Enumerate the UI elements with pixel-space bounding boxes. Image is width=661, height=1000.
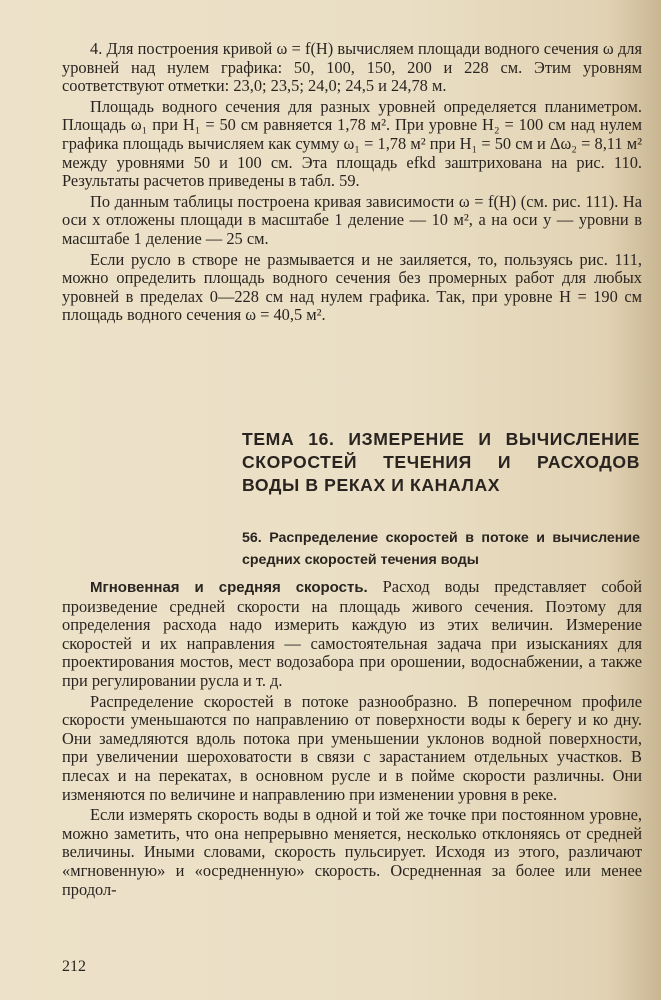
paragraph: Распределение скоростей в потоке разнообразно. В поперечном профиле скорости уменьшаются по направлению от поверхности воды к берегу и ко дну. Они замедляются вдоль потока при уменьшении уклонов водной поверхности, при увеличении шероховатости в связи с зарастанием отдельных участков. В плесах и на перекатах, в основном русле и в пойме скорости различны. Они изменяются по величине и направлению при изменении уровня в реке. xyxy=(62,691,642,804)
section-title: 56. Распределение скоростей в потоке и вычисление средних скоростей течения воды xyxy=(242,530,640,568)
bottom-text-block xyxy=(62,578,642,899)
page-number: 212 xyxy=(62,958,86,975)
paragraph-text: Расход воды представляет собой произведение средней скорости на площадь живого сечения. Поэтому для определения расхода надо измерить каждую из этих величин. Измерение скоростей и их направления — самостоятельная задача при изысканиях для проектирования мостов, мест водозабора при орошении, водоснабжении, а также при регулировании русла и т. д. xyxy=(62,577,642,690)
paragraph: По данным таблицы построена кривая зависимости ω = f(H) (см. рис. 111). На оси x отложены площади в масштабе 1 деление — 10 м², а на оси y — уровни в масштабе 1 деление — 25 см. xyxy=(62,191,642,248)
top-text-block xyxy=(62,40,642,325)
paragraph: 4. Для построения кривой ω = f(H) вычисляем площади водного сечения ω для уровней над нулем графика: 50, 100, 150, 200 и 228 см. Этим уровням соответствуют отметки: 23,0; 23,5; 24,0; 24,5 и 24,78 м. xyxy=(62,39,642,96)
paragraph: Площадь водного сечения для разных уровней определяется планиметром. Площадь ω₁ при H₁ = 50 см равняется 1,78 м². При уровне H₂ = 100 см над нулем графика площадь вычисляем как сумму ω₁ = 1,78 м² при H₁ = 50 см и Δω₂ = 8,11 м² между уровнями 50 и 100 см. Эта площадь efkd заштрихована на рис. 110. Результаты расчетов приведены в табл. 59. xyxy=(62,96,642,191)
paragraph: Если русло в створе не размывается и не заиляется, то, пользуясь рис. 111, можно определить площадь водного сечения без промерных работ для любых уровней в пределах 0—228 см над нулем графика. Так, при уровне H = 190 см площадь водного сечения ω = 40,5 м². xyxy=(62,249,642,325)
paragraph xyxy=(62,578,642,691)
run-in-heading: Мгновенная и средняя скорость. xyxy=(90,579,368,596)
paragraph: Если измерять скорость воды в одной и той же точке при постоянном уровне, можно заметить, что она непрерывно меняется, несколько отклоняясь от средней величины. Иными словами, скорость пульсирует. Исходя из этого, различают «мгновенную» и «осредненную» скорость. Осредненная за более или менее продол- xyxy=(62,805,642,899)
topic-title: ТЕМА 16. ИЗМЕРЕНИЕ И ВЫЧИСЛЕНИЕ СКОРОСТЕЙ ТЕЧЕНИЯ И РАСХОДОВ ВОДЫ В РЕКАХ И КАНАЛАХ xyxy=(242,429,640,495)
